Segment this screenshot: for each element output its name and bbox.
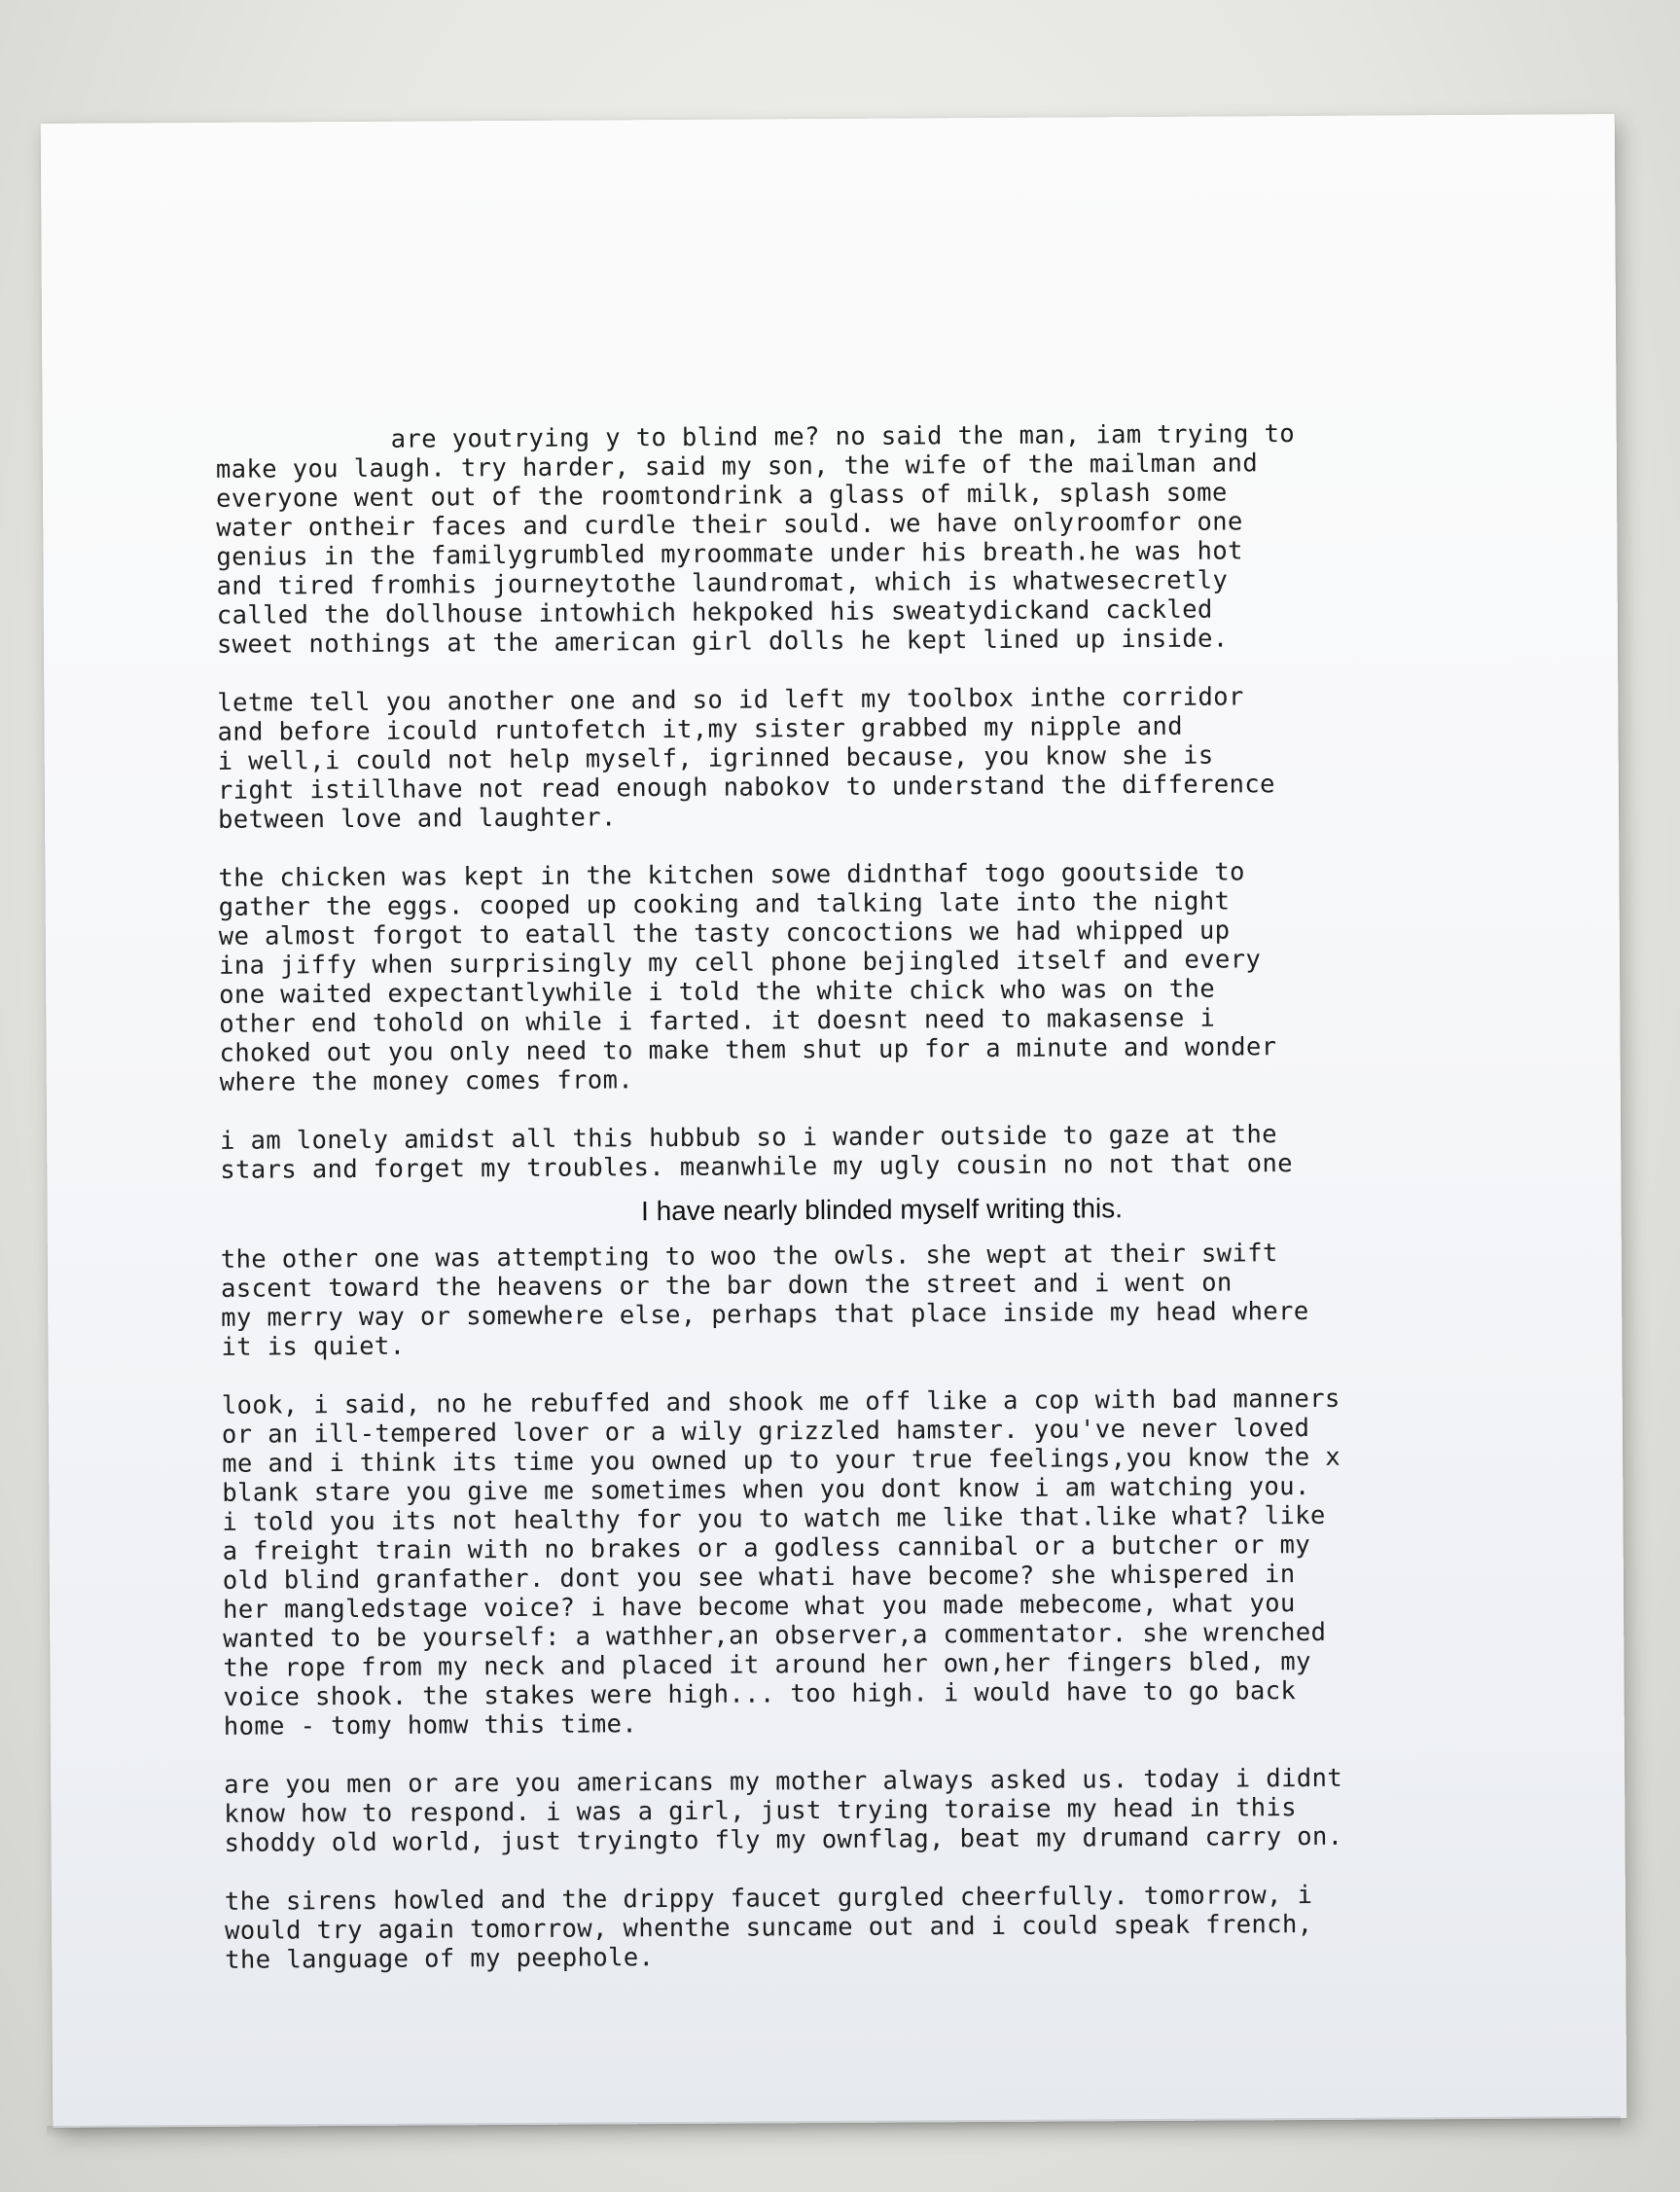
text-line: know how to respond. i was a girl, just trying toraise my head in this bbox=[224, 1793, 1298, 1829]
text-line: or an ill-tempered lover or a wily grizzled hamster. you've never loved bbox=[221, 1414, 1310, 1450]
text-line: right istillhave not read enough nabokov to understand the difference bbox=[217, 770, 1275, 806]
text-line: one waited expectantlywhile i told the white chick who was on the bbox=[219, 974, 1216, 1010]
text-line: and tired fromhis journeytothe laundromat, which is whatwesecretly bbox=[216, 565, 1229, 601]
text-line: ina jiffy when surprisingly my cell phone bejingled itself and every bbox=[218, 945, 1262, 981]
text-line: sweet nothings at the american girl dolls he kept lined up inside. bbox=[216, 624, 1229, 660]
text-line: water ontheir faces and curdle their sould. we have onlyroomfor one bbox=[216, 507, 1243, 543]
text-line: between love and laughter. bbox=[218, 803, 617, 835]
text-line: shoddy old world, just tryingto fly my ownflag, beat my drumand carry on. bbox=[224, 1821, 1343, 1858]
text-line: her mangledstage voice? i have become what you made mebecome, what you bbox=[222, 1589, 1296, 1625]
text-line: called the dollhouse intowhich hekpoked his sweatydickand cackled bbox=[216, 594, 1213, 630]
text-line: where the money comes from. bbox=[219, 1065, 634, 1097]
text-line: the language of my peephole. bbox=[225, 1943, 655, 1975]
text-line: a freight train with no brakes or a godless cannibal or a butcher or my bbox=[222, 1530, 1311, 1566]
text-line: we almost forgot to eatall the tasty concoctions we had whipped up bbox=[218, 916, 1231, 952]
text-line: blank stare you give me sometimes when you dont know i am watching you. bbox=[222, 1472, 1310, 1508]
text-line: home - tomy homw this time. bbox=[223, 1709, 638, 1742]
page-text bbox=[216, 418, 1510, 1975]
paragraph-6 bbox=[222, 1383, 1508, 1742]
paragraph-8 bbox=[225, 1880, 1510, 1975]
text-line: are youtrying y to blind me? no said the man, iam trying to bbox=[390, 419, 1296, 454]
text-line: i told you its not healthy for you to watch me like that.like what? like bbox=[222, 1500, 1326, 1537]
text-line: voice shook. the stakes were high... too high. i would have to go back bbox=[223, 1676, 1297, 1712]
text-line: ascent toward the heavens or the bar down the street and i went on bbox=[220, 1268, 1233, 1304]
text-line: look, i said, no he rebuffed and shook me off like a cop with bad manners bbox=[221, 1383, 1340, 1420]
text-line: other end tohold on while i farted. it doesnt need to makasense i bbox=[219, 1003, 1216, 1039]
text-line: it is quiet. bbox=[221, 1331, 406, 1362]
paragraph-2 bbox=[217, 681, 1502, 835]
text-line: stars and forget my troubles. meanwhile my ugly cousin no not that one bbox=[220, 1149, 1294, 1185]
text-line: letme tell you another one and so id left my toolbox inthe corridor bbox=[217, 682, 1244, 718]
text-line: i am lonely amidst all this hubbub so i wander outside to gaze at the bbox=[220, 1120, 1278, 1156]
text-line: genius in the familygrumbled myroommate under his breath.he was hot bbox=[216, 536, 1243, 572]
paragraph-7 bbox=[224, 1763, 1509, 1858]
printed-heading: I have nearly blinded myself writing this. bbox=[641, 1193, 1124, 1227]
text-line: the sirens howled and the drippy faucet gurgled cheerfully. tomorrow, i bbox=[224, 1881, 1313, 1917]
text-line: the chicken was kept in the kitchen sowe didnthaf togo gooutside to bbox=[218, 857, 1245, 893]
text-line: would try again tomorrow, whenthe suncame out and i could speak french, bbox=[224, 1910, 1313, 1946]
text-line: me and i think its time you owned up to your true feelings,you know the x bbox=[222, 1442, 1341, 1479]
typewritten-page bbox=[41, 114, 1627, 2128]
text-line: i well,i could not help myself, igrinned because, you know she is bbox=[217, 740, 1214, 776]
text-line: and before icould runtofetch it,my sister grabbed my nipple and bbox=[217, 711, 1184, 747]
text-line: the rope from my neck and placed it around her own,her fingers bled, my bbox=[223, 1647, 1311, 1683]
text-line: old blind granfather. dont you see whati have become? she whispered in bbox=[222, 1560, 1296, 1596]
text-line: choked out you only need to make them shut up for a minute and wonder bbox=[219, 1032, 1277, 1068]
text-line: gather the eggs. cooped up cooking and talking late into the night bbox=[218, 886, 1231, 922]
text-line: make you laugh. try harder, said my son, the wife of the mailman and bbox=[215, 449, 1259, 485]
paragraph-1 bbox=[216, 418, 1501, 660]
paragraph-4 bbox=[220, 1119, 1504, 1185]
text-line: are you men or are you americans my mother always asked us. today i didnt bbox=[224, 1763, 1343, 1800]
paragraph-3 bbox=[218, 856, 1503, 1097]
paragraph-5 bbox=[221, 1238, 1506, 1362]
text-line: wanted to be yourself: a wathher,an observer,a commentator. she wrenched bbox=[223, 1617, 1327, 1654]
text-line: my merry way or somewhere else, perhaps that place inside my head where bbox=[221, 1297, 1309, 1333]
text-line: the other one was attempting to woo the owls. she wept at their swift bbox=[220, 1239, 1278, 1275]
text-line: everyone went out of the roomtondrink a glass of milk, splash some bbox=[215, 478, 1228, 514]
